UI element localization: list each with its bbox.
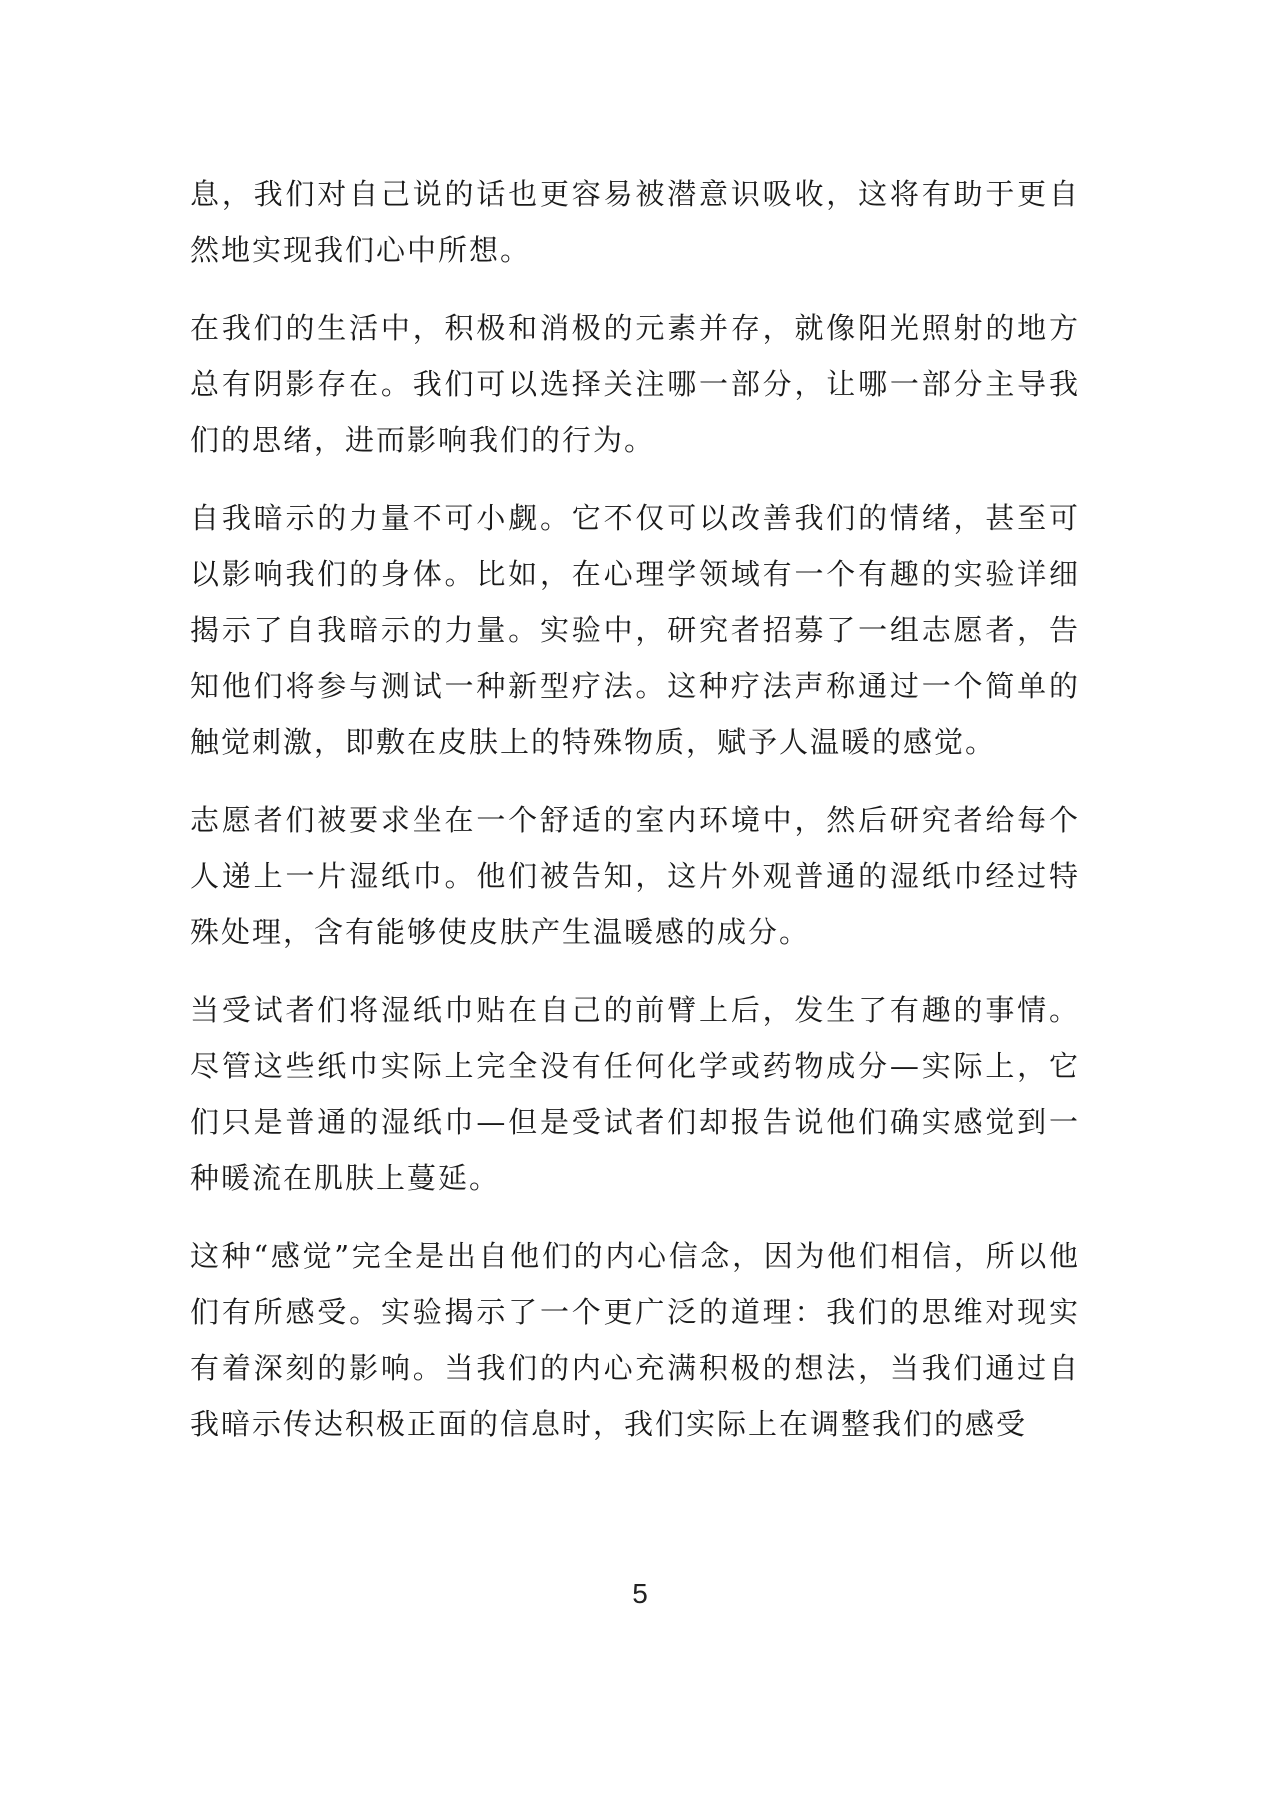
paragraph: 志愿者们被要求坐在一个舒适的室内环境中，然后研究者给每个人递上一片湿纸巾。他们被告知，这片外观普通的湿纸巾经过特殊处理，含有能够使皮肤产生温暖感的成分。 — [190, 803, 1080, 949]
paragraph: 当受试者们将湿纸巾贴在自己的前臂上后，发生了有趣的事情。尽管这些纸巾实际上完全没有任何化学或药物成分—实际上，它们只是普通的湿纸巾—但是受试者们却报告说他们确实感觉到一种暖流在肌肤上蔓延。 — [190, 993, 1080, 1195]
body-text — [190, 166, 1080, 1474]
paragraph: 在我们的生活中，积极和消极的元素并存，就像阳光照射的地方总有阴影存在。我们可以选择关注哪一部分，让哪一部分主导我们的思绪，进而影响我们的行为。 — [190, 311, 1080, 457]
paragraph: 息，我们对自己说的话也更容易被潜意识吸收，这将有助于更自然地实现我们心中所想。 — [190, 177, 1080, 267]
paragraph: 自我暗示的力量不可小觑。它不仅可以改善我们的情绪，甚至可以影响我们的身体。比如，在心理学领域有一个有趣的实验详细揭示了自我暗示的力量。实验中，研究者招募了一组志愿者，告知他们将参与测试一种新型疗法。这种疗法声称通过一个简单的触觉刺激，即敷在皮肤上的特殊物质，赋予人温暖的感觉。 — [190, 501, 1080, 759]
paragraph: 这种“感觉”完全是出自他们的内心信念，因为他们相信，所以他们有所感受。实验揭示了一个更广泛的道理：我们的思维对现实有着深刻的影响。当我们的内心充满积极的想法，当我们通过自我暗示传达积极正面的信息时，我们实际上在调整我们的感受 — [190, 1239, 1080, 1441]
page-number: 5 — [632, 1578, 648, 1609]
